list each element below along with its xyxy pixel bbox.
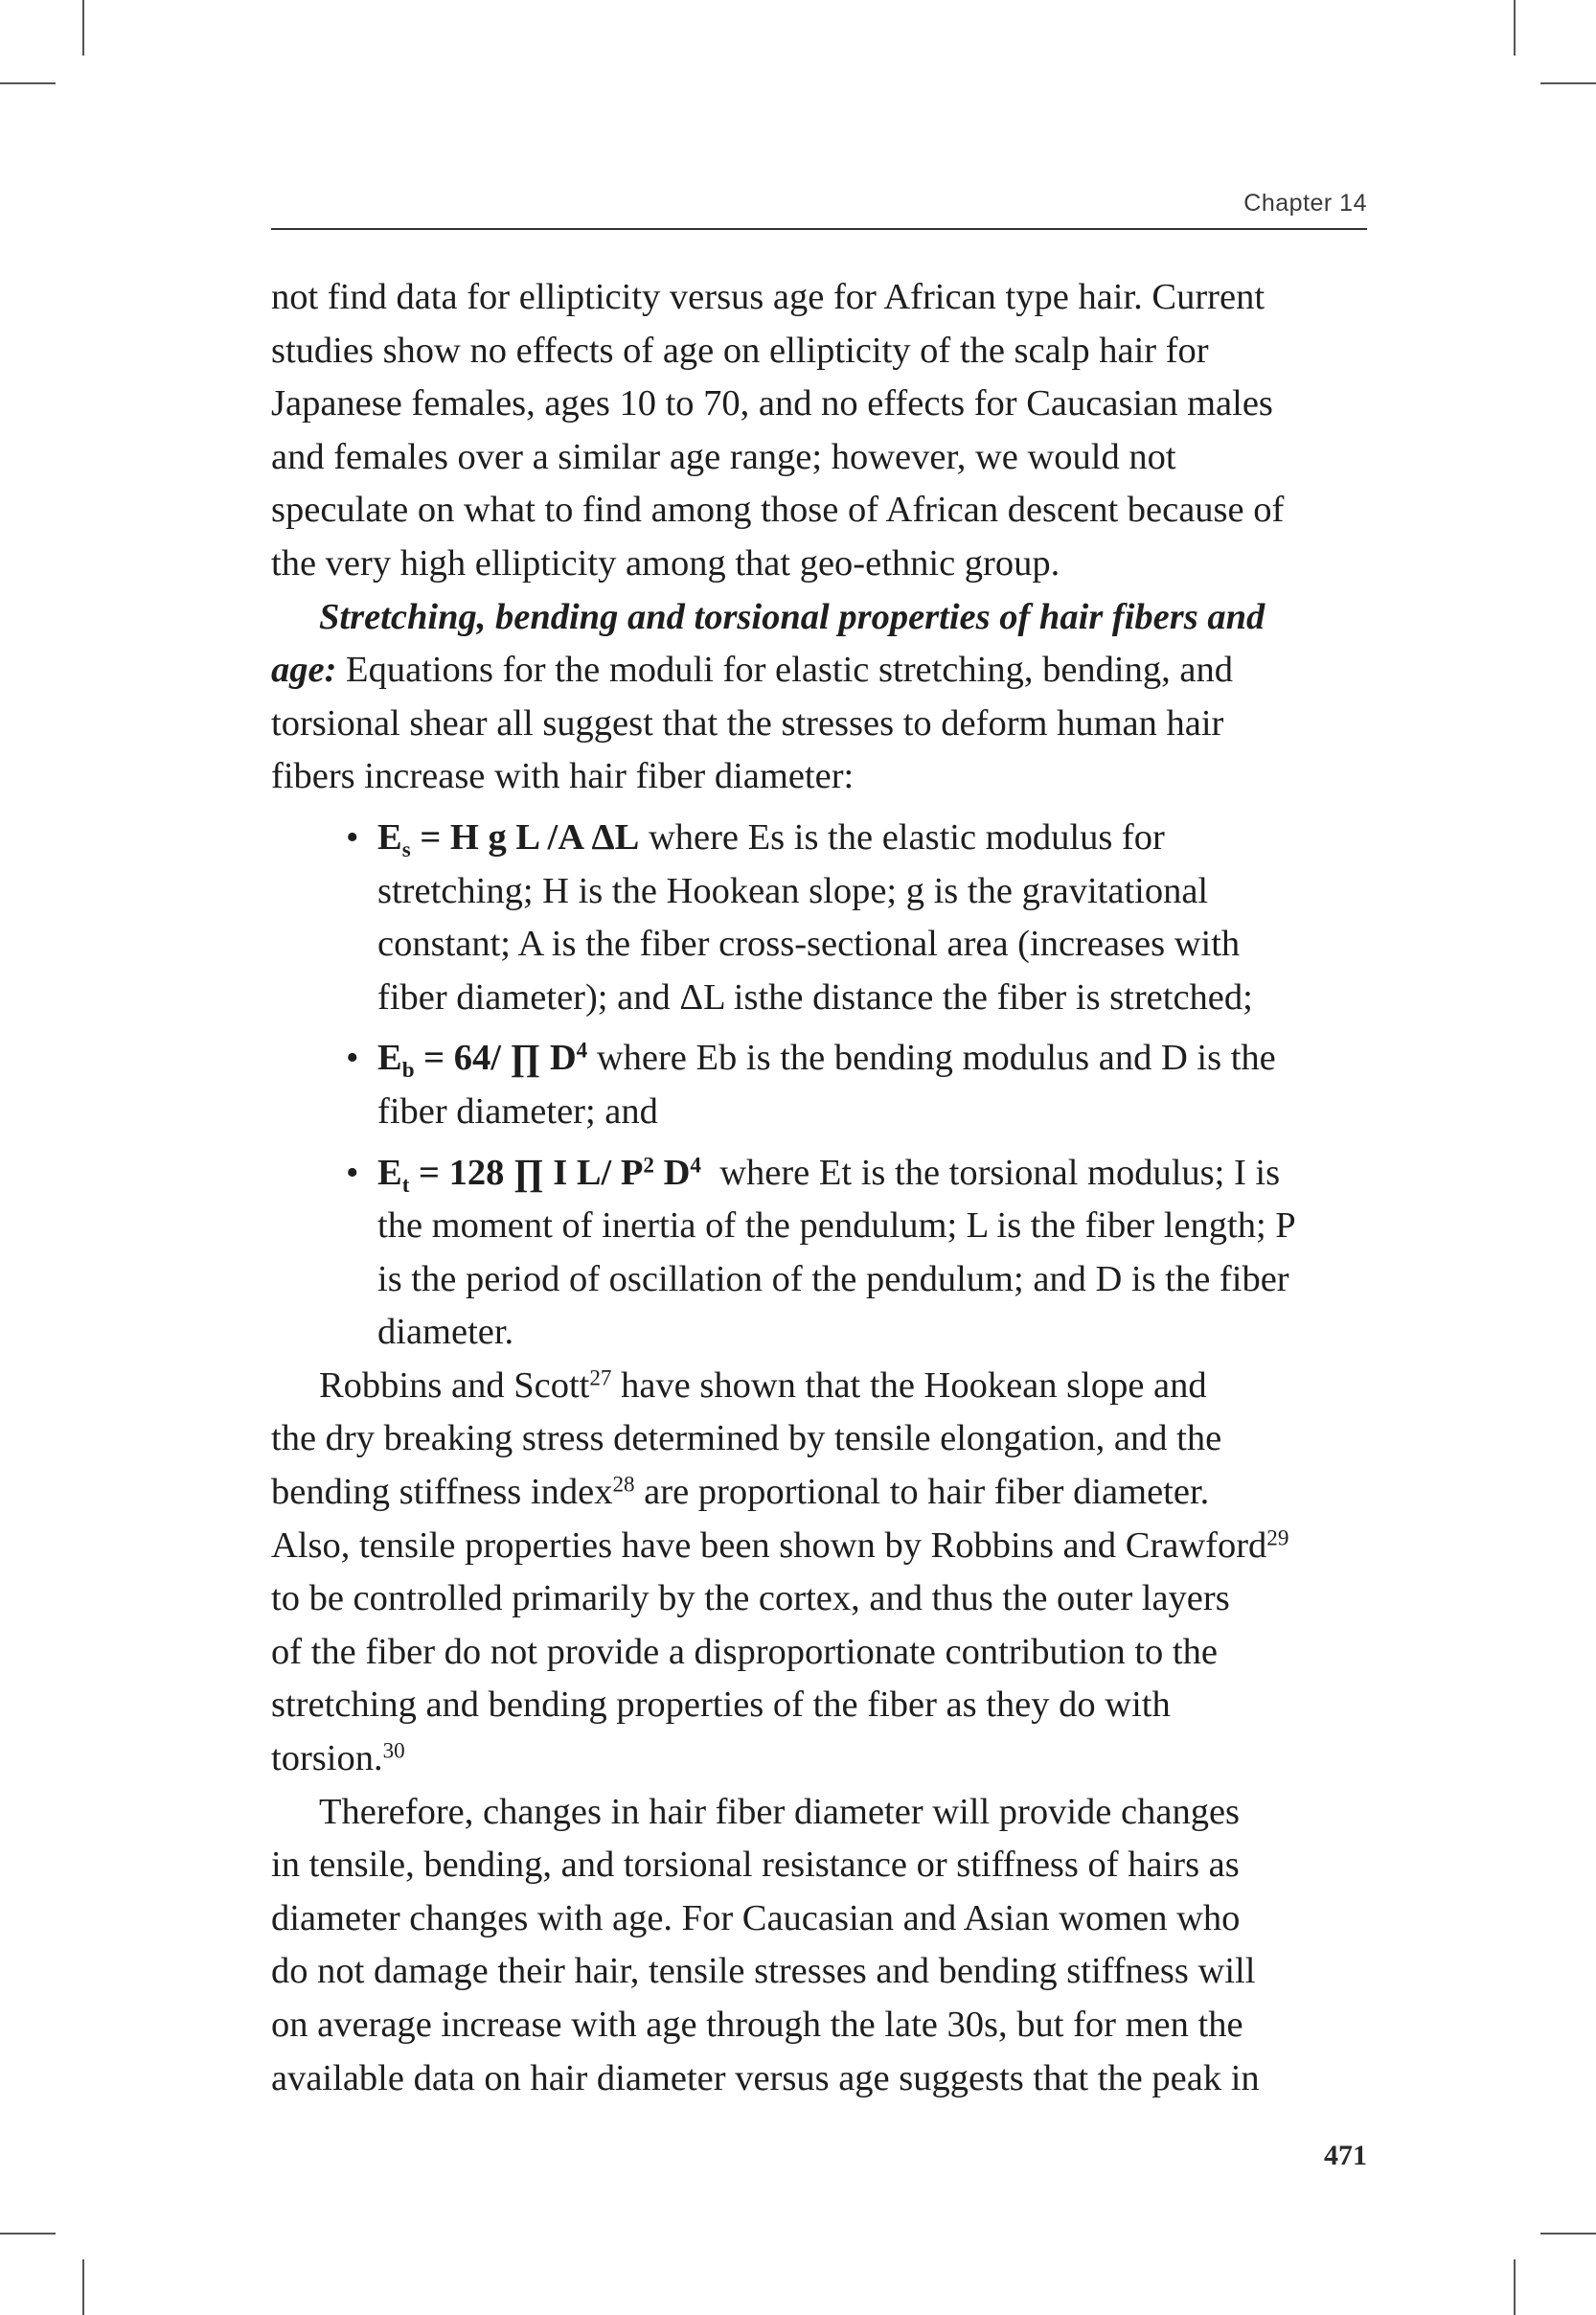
text-line: diameter.	[377, 1312, 514, 1353]
header-rule	[271, 228, 1367, 230]
text-fragment: have shown that the Hookean slope and	[611, 1364, 1207, 1406]
text-line: studies show no effects of age on ellipticity of the scalp hair for	[271, 330, 1209, 371]
crop-mark	[1514, 2259, 1516, 2315]
text-fragment: Also, tensile properties have been shown by Robbins and Crawford	[271, 1524, 1267, 1566]
bullet-marker: •	[346, 1038, 359, 1079]
bullet-marker: •	[346, 816, 359, 858]
equation-superscript: 4	[690, 1151, 701, 1177]
text-fragment: torsion.	[271, 1738, 383, 1779]
crop-mark	[1540, 82, 1596, 84]
text-line: is the period of oscillation of the pendulum; and D is the fiber	[377, 1258, 1289, 1299]
text-line: fiber diameter); and ΔL isthe distance the fiber is stretched;	[377, 976, 1253, 1018]
equation	[377, 816, 640, 862]
running-head: Chapter 14	[1243, 190, 1367, 217]
equation-body: = H g L /A ΔL	[410, 816, 640, 858]
paragraph-2	[271, 591, 1373, 804]
text-line: of the fiber do not provide a disproportionate contribution to the	[271, 1631, 1218, 1672]
text-line: the moment of inertia of the pendulum; L is the fiber length; P	[377, 1205, 1296, 1247]
equation-superscript: 4	[576, 1037, 588, 1063]
equation-symbol: E	[377, 1152, 402, 1193]
text-fragment: are proportional to hair fiber diameter.	[634, 1472, 1210, 1513]
text-line: in tensile, bending, and torsional resistance or stiffness of hairs as	[271, 1845, 1240, 1886]
equation-subscript: s	[401, 837, 411, 862]
text-line: fiber diameter; and	[377, 1090, 658, 1132]
text-line: available data on hair diameter versus age suggests that the peak in	[271, 2057, 1260, 2098]
equation-body: = 64/ ∏ D	[414, 1038, 577, 1079]
crop-mark	[0, 82, 56, 84]
paragraph-1	[271, 271, 1373, 591]
text-fragment: where Et is the torsional modulus; I is	[700, 1152, 1281, 1193]
text-line: the very high ellipticity among that geo-ethnic group.	[271, 542, 1060, 584]
text-fragment: where Eb is the bending modulus and D is the	[587, 1038, 1276, 1079]
equation-symbol: E	[377, 1038, 402, 1079]
text-line: on average increase with age through the late 30s, but for men the	[271, 2005, 1243, 2045]
section-heading: age:	[271, 650, 337, 691]
equation-bullet-bending	[271, 1032, 1373, 1138]
equation-bullet-torsion	[271, 1147, 1373, 1360]
paragraph-4	[271, 1786, 1373, 2106]
equation-body: = 128 ∏ I L/ P	[409, 1152, 644, 1193]
footnote-ref: 29	[1266, 1524, 1289, 1549]
text-line	[271, 1732, 1373, 1786]
equation	[377, 1037, 588, 1083]
paragraph-3	[271, 1360, 1373, 1786]
equation-body: D	[653, 1152, 691, 1193]
text-fragment: bending stiffness index	[271, 1472, 613, 1513]
text-line: Japanese females, ages 10 to 70, and no effects for Caucasian males	[271, 383, 1273, 424]
crop-mark	[0, 2233, 56, 2235]
text-fragment: Equations for the moduli for elastic stretching, bending, and	[336, 650, 1233, 691]
crop-mark	[82, 2259, 84, 2315]
text-line: constant; A is the fiber cross-sectional area (increases with	[377, 924, 1241, 965]
text-line: stretching and bending properties of the fiber as they do with	[271, 1685, 1171, 1726]
equation-symbol: E	[377, 816, 402, 858]
text-line	[271, 1520, 1373, 1573]
text-fragment: where Es is the elastic modulus for	[639, 816, 1165, 858]
footnote-ref: 28	[612, 1471, 635, 1497]
footnote-ref: 27	[589, 1364, 612, 1390]
equation	[377, 1151, 701, 1197]
footnote-ref: 30	[382, 1737, 405, 1763]
text-line: do not damage their hair, tensile stresses and bending stiffness will	[271, 1951, 1256, 1992]
text-line	[377, 812, 1373, 865]
text-line: speculate on what to find among those of African descent because of	[271, 490, 1285, 531]
text-line: and females over a similar age range; however, we would not	[271, 436, 1176, 477]
equation-subscript: t	[401, 1171, 410, 1197]
text-line: Therefore, changes in hair fiber diameter will provide changes	[319, 1791, 1241, 1832]
section-heading: Stretching, bending and torsional properties of hair fibers and	[319, 596, 1265, 637]
page-number: 471	[1324, 2140, 1367, 2171]
equation-bullet-stretching	[271, 812, 1373, 1024]
text-line	[271, 1360, 1373, 1413]
crop-mark	[1540, 2233, 1596, 2235]
text-line: not find data for ellipticity versus age for African type hair. Current	[271, 277, 1265, 317]
equation-superscript: 2	[643, 1151, 654, 1177]
text-line	[377, 1032, 1373, 1086]
text-line	[377, 1147, 1373, 1201]
crop-mark	[1514, 0, 1516, 56]
text-fragment: Robbins and Scott	[319, 1364, 590, 1406]
text-line	[271, 1466, 1373, 1520]
text-line: diameter changes with age. For Caucasian and Asian women who	[271, 1897, 1241, 1938]
body-text	[271, 271, 1373, 2105]
text-line: stretching; H is the Hookean slope; g is the gravitational	[377, 870, 1209, 911]
crop-mark	[82, 0, 84, 56]
text-line	[271, 644, 1373, 698]
text-line: the dry breaking stress determined by tensile elongation, and the	[271, 1418, 1222, 1459]
text-line: torsional shear all suggest that the stresses to deform human hair	[271, 702, 1224, 744]
bullet-marker: •	[346, 1152, 359, 1193]
equation-subscript: b	[401, 1057, 415, 1083]
text-line: to be controlled primarily by the cortex, and thus the outer layers	[271, 1578, 1230, 1619]
text-line: fibers increase with hair fiber diameter:	[271, 756, 855, 797]
